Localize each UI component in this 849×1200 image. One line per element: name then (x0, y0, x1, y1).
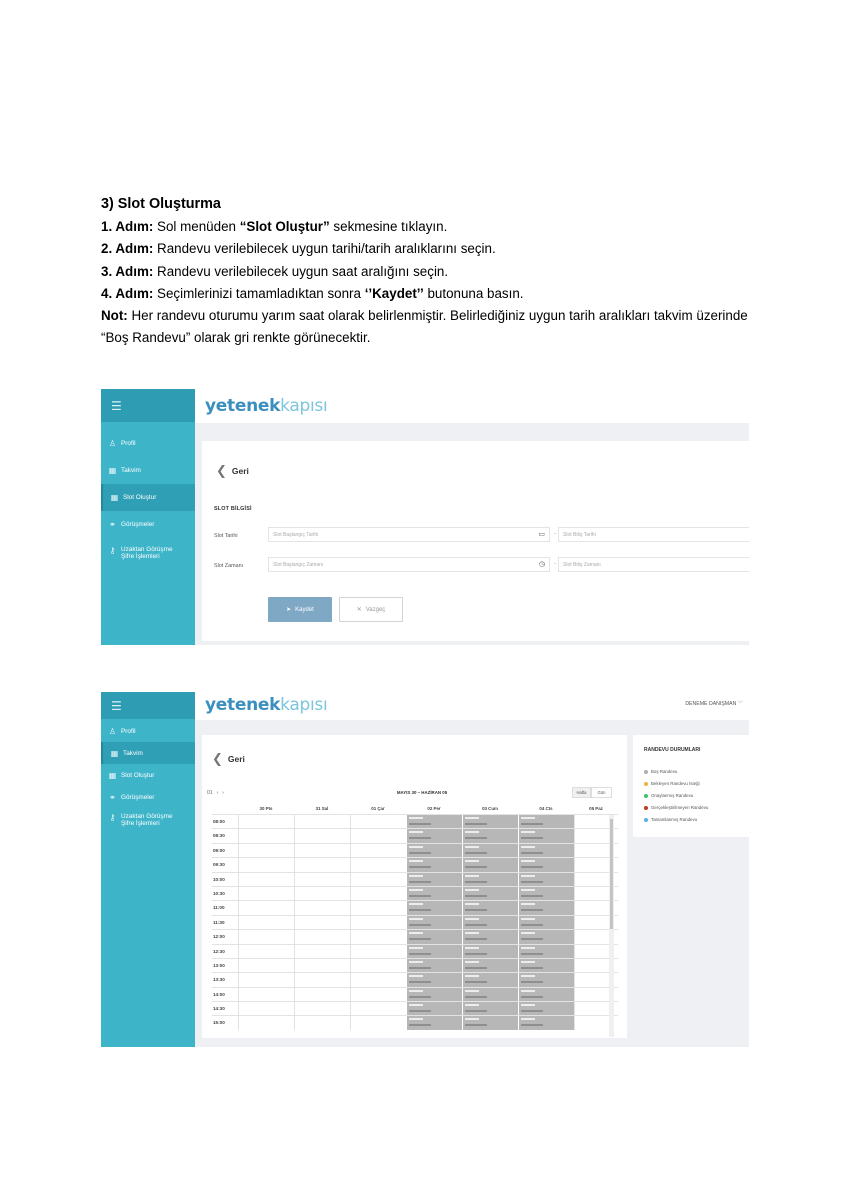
time-label: 14:00 (213, 991, 225, 997)
calendar-cell[interactable] (294, 829, 350, 842)
calendar-cell[interactable] (238, 829, 294, 842)
status-dot-icon (644, 770, 648, 774)
status-item (644, 781, 700, 786)
empty-slot-event[interactable] (462, 988, 518, 1001)
empty-slot-event[interactable] (462, 815, 518, 828)
calendar-icon: ▭ (538, 531, 545, 538)
sidebar-item-slot-olustur[interactable]: ▦ Slot Oluştur (108, 770, 155, 780)
empty-slot-event[interactable] (518, 916, 574, 929)
empty-slot-event[interactable] (518, 1016, 574, 1029)
calendar-cell[interactable] (238, 887, 294, 900)
day-header: 02 Per (427, 806, 441, 811)
calendar-cell[interactable] (350, 930, 406, 943)
section-title: SLOT BİLGİSİ (214, 506, 252, 512)
time-row (212, 900, 618, 914)
time-label: 10:00 (213, 876, 225, 882)
calendar-cell[interactable] (294, 916, 350, 929)
status-item (644, 817, 697, 822)
prev-week-button[interactable]: ‹ (216, 790, 219, 796)
day-header: 04 Cts (539, 806, 553, 811)
empty-slot-event[interactable] (406, 873, 462, 886)
empty-slot-event[interactable] (406, 988, 462, 1001)
time-label: 10:30 (213, 890, 225, 896)
empty-slot-event[interactable] (406, 959, 462, 972)
empty-slot-event[interactable] (462, 1016, 518, 1029)
calendar-cell[interactable] (294, 1002, 350, 1015)
calendar-cell[interactable] (350, 916, 406, 929)
logo[interactable]: yetenekkapısı (205, 695, 328, 715)
status-item (644, 793, 693, 798)
calendar-cell[interactable] (350, 1002, 406, 1015)
empty-slot-event[interactable] (406, 901, 462, 914)
calendar-cell[interactable] (350, 988, 406, 1001)
instructions (101, 192, 761, 350)
empty-slot-event[interactable] (462, 1002, 518, 1015)
sidebar-item-slot-olustur[interactable]: ▦ Slot Oluştur (101, 484, 195, 511)
empty-slot-event[interactable] (518, 988, 574, 1001)
empty-slot-event[interactable] (462, 959, 518, 972)
date-start-field[interactable]: Slot Başlangıç Tarihi ▭ (268, 527, 550, 542)
time-row (212, 814, 618, 828)
calendar-cell[interactable] (238, 901, 294, 914)
status-dot-icon (644, 806, 648, 810)
status-label: Bekleyen Randevu İsteği (651, 781, 700, 786)
send-icon: ➤ (286, 607, 292, 613)
time-label: 14:30 (213, 1006, 225, 1012)
person-icon: ♙ (108, 439, 117, 448)
calendar-cell[interactable] (238, 916, 294, 929)
slot-form-screenshot (101, 389, 749, 645)
calendar-cell[interactable] (350, 973, 406, 986)
user-menu[interactable]: DENEME DANIŞMAN ﹀ (685, 701, 743, 707)
empty-slot-event[interactable] (518, 829, 574, 842)
step-1: 1. Adım: Sol menüden “Slot Oluştur” sekmesine tıklayın. (101, 219, 448, 234)
step-2: 2. Adım: Randevu verilebilecek uygun tarihi/tarih aralıklarını seçin. (101, 241, 496, 257)
sidebar-item-gorusmeler[interactable]: ⚭ Görüşmeler (109, 520, 155, 529)
empty-slot-event[interactable] (406, 916, 462, 929)
calendar-cell[interactable] (350, 901, 406, 914)
empty-slot-event[interactable] (406, 930, 462, 943)
time-row (212, 972, 618, 986)
week-view-button[interactable]: Hafta (572, 787, 591, 798)
sidebar (101, 692, 195, 1047)
status-label: Onaylanmış Randevu (651, 793, 694, 798)
time-row (212, 915, 618, 929)
status-item (644, 769, 677, 774)
time-row (212, 843, 618, 857)
empty-slot-event[interactable] (518, 901, 574, 914)
empty-slot-event[interactable] (462, 973, 518, 986)
top-bar (195, 389, 749, 423)
time-label: 12:00 (213, 934, 225, 940)
empty-slot-event[interactable] (406, 829, 462, 842)
time-row (212, 987, 618, 1001)
handshake-icon: ⚭ (109, 520, 116, 529)
calendar-cell[interactable] (238, 815, 294, 828)
date-end-field[interactable]: Slot Bitiş Tarihi (558, 527, 749, 542)
calendar-cell[interactable] (350, 844, 406, 857)
back-link[interactable]: ❮ Geri (216, 463, 249, 478)
time-start-field[interactable]: Slot Başlangıç Zamanı ◷ (268, 557, 550, 572)
calendar-cell[interactable] (238, 1002, 294, 1015)
calendar-cell[interactable] (350, 959, 406, 972)
empty-slot-event[interactable] (406, 844, 462, 857)
hamburger-icon: ☰ (111, 398, 122, 413)
empty-slot-event[interactable] (462, 858, 518, 871)
time-row (212, 872, 618, 886)
key-icon: ⚷ (109, 813, 116, 822)
empty-slot-event[interactable] (518, 945, 574, 958)
empty-slot-event[interactable] (406, 858, 462, 871)
calendar-cell[interactable] (294, 858, 350, 871)
calendar-cell[interactable] (294, 973, 350, 986)
calendar-cell[interactable] (350, 887, 406, 900)
empty-slot-event[interactable] (406, 887, 462, 900)
empty-slot-event[interactable] (518, 959, 574, 972)
today-button[interactable]: 01 (207, 790, 213, 796)
next-week-button[interactable]: › (222, 790, 224, 796)
calendar-cell[interactable] (294, 887, 350, 900)
day-header: 31 Sal (315, 806, 329, 811)
time-label: 13:00 (213, 962, 225, 968)
empty-slot-event[interactable] (406, 973, 462, 986)
time-label: 09:30 (213, 862, 225, 868)
time-column-header (212, 803, 238, 814)
key-icon: ⚷ (109, 546, 116, 555)
close-icon: ✕ (356, 607, 362, 613)
empty-slot-event[interactable] (518, 844, 574, 857)
sidebar-item-profil[interactable]: ♙ Profil (108, 439, 136, 448)
empty-slot-event[interactable] (462, 844, 518, 857)
calendar-cell[interactable] (294, 988, 350, 1001)
calendar-cell[interactable] (238, 844, 294, 857)
status-label: Boş Randevu (651, 769, 678, 774)
calendar-cell[interactable] (294, 1016, 350, 1029)
sidebar-item-takvim[interactable]: ▦ Takvim (108, 466, 141, 475)
time-row (212, 857, 618, 871)
date-label: Slot Tarihi (214, 533, 238, 539)
day-header-row (212, 803, 618, 814)
empty-slot-event[interactable] (406, 815, 462, 828)
top-bar (195, 692, 749, 720)
empty-slot-event[interactable] (518, 815, 574, 828)
time-row (212, 958, 618, 972)
time-label: 08:00 (213, 819, 225, 824)
time-label: 13:30 (213, 977, 225, 983)
empty-slot-event[interactable] (462, 887, 518, 900)
calendar-cell[interactable] (294, 945, 350, 958)
calendar-cell[interactable] (238, 1016, 294, 1029)
calendar-cell[interactable] (350, 873, 406, 886)
empty-slot-event[interactable] (462, 930, 518, 943)
calendar-cell[interactable] (294, 844, 350, 857)
chevron-left-icon: ❮ (212, 751, 223, 766)
time-row (212, 886, 618, 900)
calendar-screenshot (101, 692, 749, 1047)
handshake-icon: ⚭ (109, 792, 116, 802)
status-dot-icon (644, 794, 648, 798)
sidebar-item-profil[interactable]: ♙ Profil (108, 726, 136, 736)
save-button[interactable]: ➤ Kaydet (268, 597, 332, 622)
status-dot-icon (644, 818, 648, 822)
time-row (212, 929, 618, 943)
day-view-button[interactable]: Gün (591, 787, 612, 798)
calendar-scrollbar[interactable] (609, 815, 614, 1037)
empty-slot-event[interactable] (406, 945, 462, 958)
status-item (644, 805, 708, 810)
time-label: 09:00 (213, 847, 225, 853)
time-label: Slot Zamanı (214, 563, 244, 569)
time-label: 08:30 (213, 833, 225, 839)
empty-slot-event[interactable] (462, 829, 518, 842)
calendar-cell[interactable] (350, 858, 406, 871)
calendar-nav (207, 790, 224, 796)
status-label: Gerçekleştirilmeyen Randevu (651, 805, 709, 810)
empty-slot-event[interactable] (518, 973, 574, 986)
chevron-left-icon: ❮ (216, 463, 227, 478)
calendar-cell[interactable] (238, 973, 294, 986)
sidebar (101, 389, 195, 645)
time-label: 11:00 (213, 905, 225, 911)
date-range-label: MAYIS 30 – HAZİRAN 05 (396, 790, 448, 795)
week-grid (212, 803, 618, 1030)
back-link[interactable]: ❮ Geri (212, 751, 245, 766)
calendar-cell[interactable] (238, 988, 294, 1001)
menu-toggle[interactable] (101, 389, 195, 422)
calendar-icon: ▦ (108, 466, 117, 475)
sidebar-item-sifre-islemleri[interactable]: ⚷ Uzaktan Görüşme Şifre İşlemleri (109, 546, 173, 560)
grid-icon: ▦ (110, 493, 119, 502)
empty-slot-event[interactable] (518, 1002, 574, 1015)
sidebar-item-gorusmeler[interactable]: ⚭ Görüşmeler (109, 792, 155, 802)
clock-icon: ◷ (538, 561, 545, 568)
section-heading: 3) Slot Oluşturma (101, 196, 221, 212)
time-row (212, 1001, 618, 1015)
empty-slot-event[interactable] (406, 1016, 462, 1029)
day-header: 05 Paz (589, 806, 603, 811)
sidebar-item-sifre-islemleri[interactable]: ⚷ Uzaktan Görüşme Şifre İşlemleri (109, 813, 173, 827)
time-separator: - (554, 561, 556, 567)
day-header: 03 Cum (482, 806, 498, 811)
calendar-cell[interactable] (238, 858, 294, 871)
empty-slot-event[interactable] (518, 873, 574, 886)
day-header: 30 Pts (259, 806, 273, 811)
status-dot-icon (644, 782, 648, 786)
cancel-button[interactable]: ✕ Vazgeç (339, 597, 403, 622)
empty-slot-event[interactable] (462, 873, 518, 886)
hamburger-icon: ☰ (111, 698, 122, 713)
empty-slot-event[interactable] (462, 945, 518, 958)
time-label: 11:30 (213, 919, 225, 925)
empty-slot-event[interactable] (518, 887, 574, 900)
time-row (212, 828, 618, 842)
status-legend-card (633, 735, 749, 837)
slot-form-card (202, 441, 749, 641)
calendar-cell[interactable] (294, 815, 350, 828)
status-title: RANDEVU DURUMLARI (644, 747, 701, 753)
empty-slot-event[interactable] (462, 901, 518, 914)
empty-slot-event[interactable] (462, 916, 518, 929)
sidebar-item-takvim[interactable]: ▦ Takvim (101, 742, 195, 764)
calendar-cell[interactable] (238, 930, 294, 943)
time-row (212, 1015, 618, 1029)
empty-slot-event[interactable] (406, 1002, 462, 1015)
day-header: 01 Çar (371, 806, 385, 811)
time-row (212, 944, 618, 958)
calendar-cell[interactable] (238, 873, 294, 886)
time-label: 12:30 (213, 948, 225, 954)
calendar-cell[interactable] (294, 930, 350, 943)
time-label: 15:00 (213, 1020, 225, 1026)
calendar-cell[interactable] (294, 901, 350, 914)
person-icon: ♙ (108, 726, 117, 736)
calendar-cell[interactable] (294, 959, 350, 972)
step-4: 4. Adım: Seçimlerinizi tamamladıktan sonra ‘’Kaydet’’ butonuna basın. (101, 285, 524, 301)
calendar-cell[interactable] (350, 945, 406, 958)
empty-slot-event[interactable] (518, 858, 574, 871)
empty-slot-event[interactable] (518, 930, 574, 943)
calendar-icon: ▦ (110, 748, 119, 758)
calendar-cell[interactable] (350, 1016, 406, 1029)
calendar-cell[interactable] (238, 945, 294, 958)
calendar-card (202, 735, 627, 1038)
calendar-cell[interactable] (294, 873, 350, 886)
time-end-field[interactable]: Slot Bitiş Zamanı (558, 557, 749, 572)
logo[interactable]: yetenekkapısı (205, 396, 328, 416)
calendar-cell[interactable] (350, 829, 406, 842)
date-separator: - (554, 531, 556, 537)
step-3: 3. Adım: Randevu verilebilecek uygun saat aralığını seçin. (101, 263, 449, 279)
menu-toggle[interactable] (101, 692, 195, 719)
grid-icon: ▦ (108, 770, 117, 780)
chevron-down-icon: ﹀ (737, 701, 743, 707)
calendar-cell[interactable] (350, 815, 406, 828)
status-label: Tamamlanmış Randevu (651, 817, 698, 822)
note: Not: Her randevu oturumu yarım saat olarak belirlenmiştir. Belirlediğiniz uygun tarih aralıkları takvim üzerinde “Boş Randevu” olarak gri renkte görünecektir. (101, 308, 748, 346)
calendar-cell[interactable] (238, 959, 294, 972)
scrollbar-thumb[interactable] (610, 819, 613, 929)
